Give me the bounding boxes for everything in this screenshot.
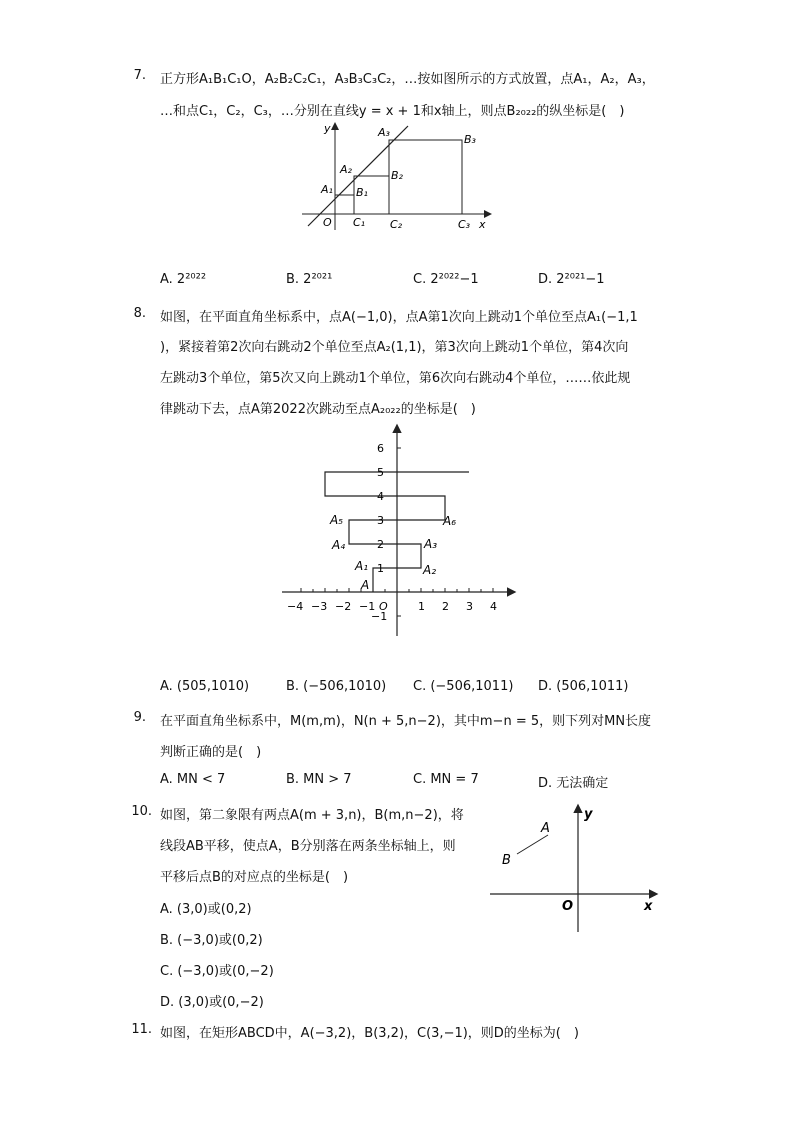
q10-stem-line2: 线段AB平移，使点A，B分别落在两条坐标轴上，则 [160,839,456,854]
q8-label-a: A [361,578,370,592]
q7-stem-line2: …和点C₁，C₂，C₃，…分别在直线y = x + 1和x轴上，则点B₂₀₂₂的纵坐标是( ) [160,104,625,119]
q8-stem-line1: 如图，在平面直角坐标系中，点A(−1,0)，点A第1次向上跳动1个单位至点A₁(−1,1 [160,310,638,325]
q7-option-c[interactable]: C. 2²⁰²²−1 [413,272,479,287]
q8-y-tick-marks [397,448,401,616]
q10-stem-line1: 如图，第二象限有两点A(m + 3,n)，B(m,n−2)，将 [160,808,464,823]
q10-label-b: B [502,853,511,868]
q10-stem-line3: 平移后点B的对应点的坐标是( ) [160,870,349,885]
q8-label-a4: A₄ [332,538,346,552]
q9-option-d[interactable]: D. 无法确定 [538,776,609,791]
q8-x-tick-label: 4 [490,600,497,613]
q8-origin-label: O [379,600,388,613]
q10-segment-ab [517,835,548,854]
q8-x-tick-label: 3 [466,600,473,613]
q8-x-tick-label: −4 [287,600,304,613]
q7-label-x: x [479,218,486,231]
q8-x-tick-label: −1 [359,600,376,613]
q9-stem-line1: 在平面直角坐标系中，M(m,m)，N(n + 5,n−2)，其中m−n = 5，则下列对MN长度 [160,714,652,729]
q7-label-o: O [323,216,332,229]
q9-option-a[interactable]: A. MN < 7 [160,772,226,787]
q7-label-b3: B₃ [464,133,476,146]
q8-label-a3: A₃ [424,537,438,551]
q7-option-a[interactable]: A. 2²⁰²² [160,272,207,287]
q11-number: 11. [131,1022,152,1037]
q8-y-tick-label: 2 [377,538,384,551]
q8-stem-line3: 左跳动3个单位，第5次又向上跳动1个单位，第6次向右跳动4个单位，……依此规 [160,371,631,386]
q10-option-c[interactable]: C. (−3,0)或(0,−2) [160,964,274,979]
q7-stem-line1: 正方形A₁B₁C₁O，A₂B₂C₂C₁，A₃B₃C₃C₂，…按如图所示的方式放置，点A₁，A₂，A₃， [160,72,655,87]
q8-label-a1: A₁ [355,559,369,573]
q8-y-tick-label: −1 [371,610,388,623]
q9-number: 9. [133,710,146,725]
q8-y-tick-label: 4 [377,490,384,503]
q8-figure [276,422,522,642]
q8-y-tick-label: 1 [377,562,384,575]
q8-label-a6: A₆ [443,514,457,528]
q10-number: 10. [131,804,152,819]
q8-stem-line2: )，紧接着第2次向右跳动2个单位至点A₂(1,1)，第3次向上跳动1个单位，第4次向 [160,340,629,355]
q7-label-y: y [324,122,331,135]
q8-option-a[interactable]: A. (505,1010) [160,679,250,694]
q9-option-b[interactable]: B. MN > 7 [286,772,352,787]
q8-x-tick-label: −3 [311,600,328,613]
q7-figure [290,118,500,238]
q7-square-1 [335,195,354,214]
q10-option-b[interactable]: B. (−3,0)或(0,2) [160,933,263,948]
q8-stem-line4: 律跳动下去，点A第2022次跳动至点A₂₀₂₂的坐标是( ) [160,402,476,417]
q8-option-c[interactable]: C. (−506,1011) [413,679,514,694]
q7-option-b[interactable]: B. 2²⁰²¹ [286,272,333,287]
q8-number: 8. [133,306,146,321]
q7-label-c3: C₃ [458,218,471,231]
q11-stem-line1: 如图，在矩形ABCD中，A(−3,2)，B(3,2)，C(3,−1)，则D的坐标为( ) [160,1026,579,1041]
q8-option-b[interactable]: B. (−506,1010) [286,679,387,694]
q8-y-tick-label: 3 [377,514,384,527]
q8-x-tick-label: 1 [418,600,425,613]
q8-option-d[interactable]: D. (506,1011) [538,679,629,694]
q7-label-a1: A₁ [321,183,333,196]
q7-label-c2: C₂ [390,218,403,231]
q8-x-tick-label: −2 [335,600,352,613]
q7-label-b2: B₂ [391,169,403,182]
q8-x-tick-label: 2 [442,600,449,613]
q7-option-d[interactable]: D. 2²⁰²¹−1 [538,272,605,287]
q10-option-d[interactable]: D. (3,0)或(0,−2) [160,995,264,1010]
q7-label-c1: C₁ [353,216,366,229]
q10-label-x: x [644,899,653,914]
q8-label-a5: A₅ [330,513,344,527]
q10-label-y: y [584,807,593,822]
q8-y-tick-label: 5 [377,466,384,479]
q7-label-a2: A₂ [340,163,352,176]
q8-label-a2: A₂ [423,563,437,577]
q7-number: 7. [133,68,146,83]
q9-option-c[interactable]: C. MN = 7 [413,772,479,787]
q10-figure [486,802,666,936]
q9-stem-line2: 判断正确的是( ) [160,745,262,760]
q10-label-o: O [562,899,574,914]
q7-label-b1: B₁ [356,186,368,199]
q8-y-tick-label: 6 [377,442,384,455]
q7-label-a3: A₃ [378,126,390,139]
q10-label-a: A [541,821,550,836]
q10-option-a[interactable]: A. (3,0)或(0,2) [160,902,252,917]
